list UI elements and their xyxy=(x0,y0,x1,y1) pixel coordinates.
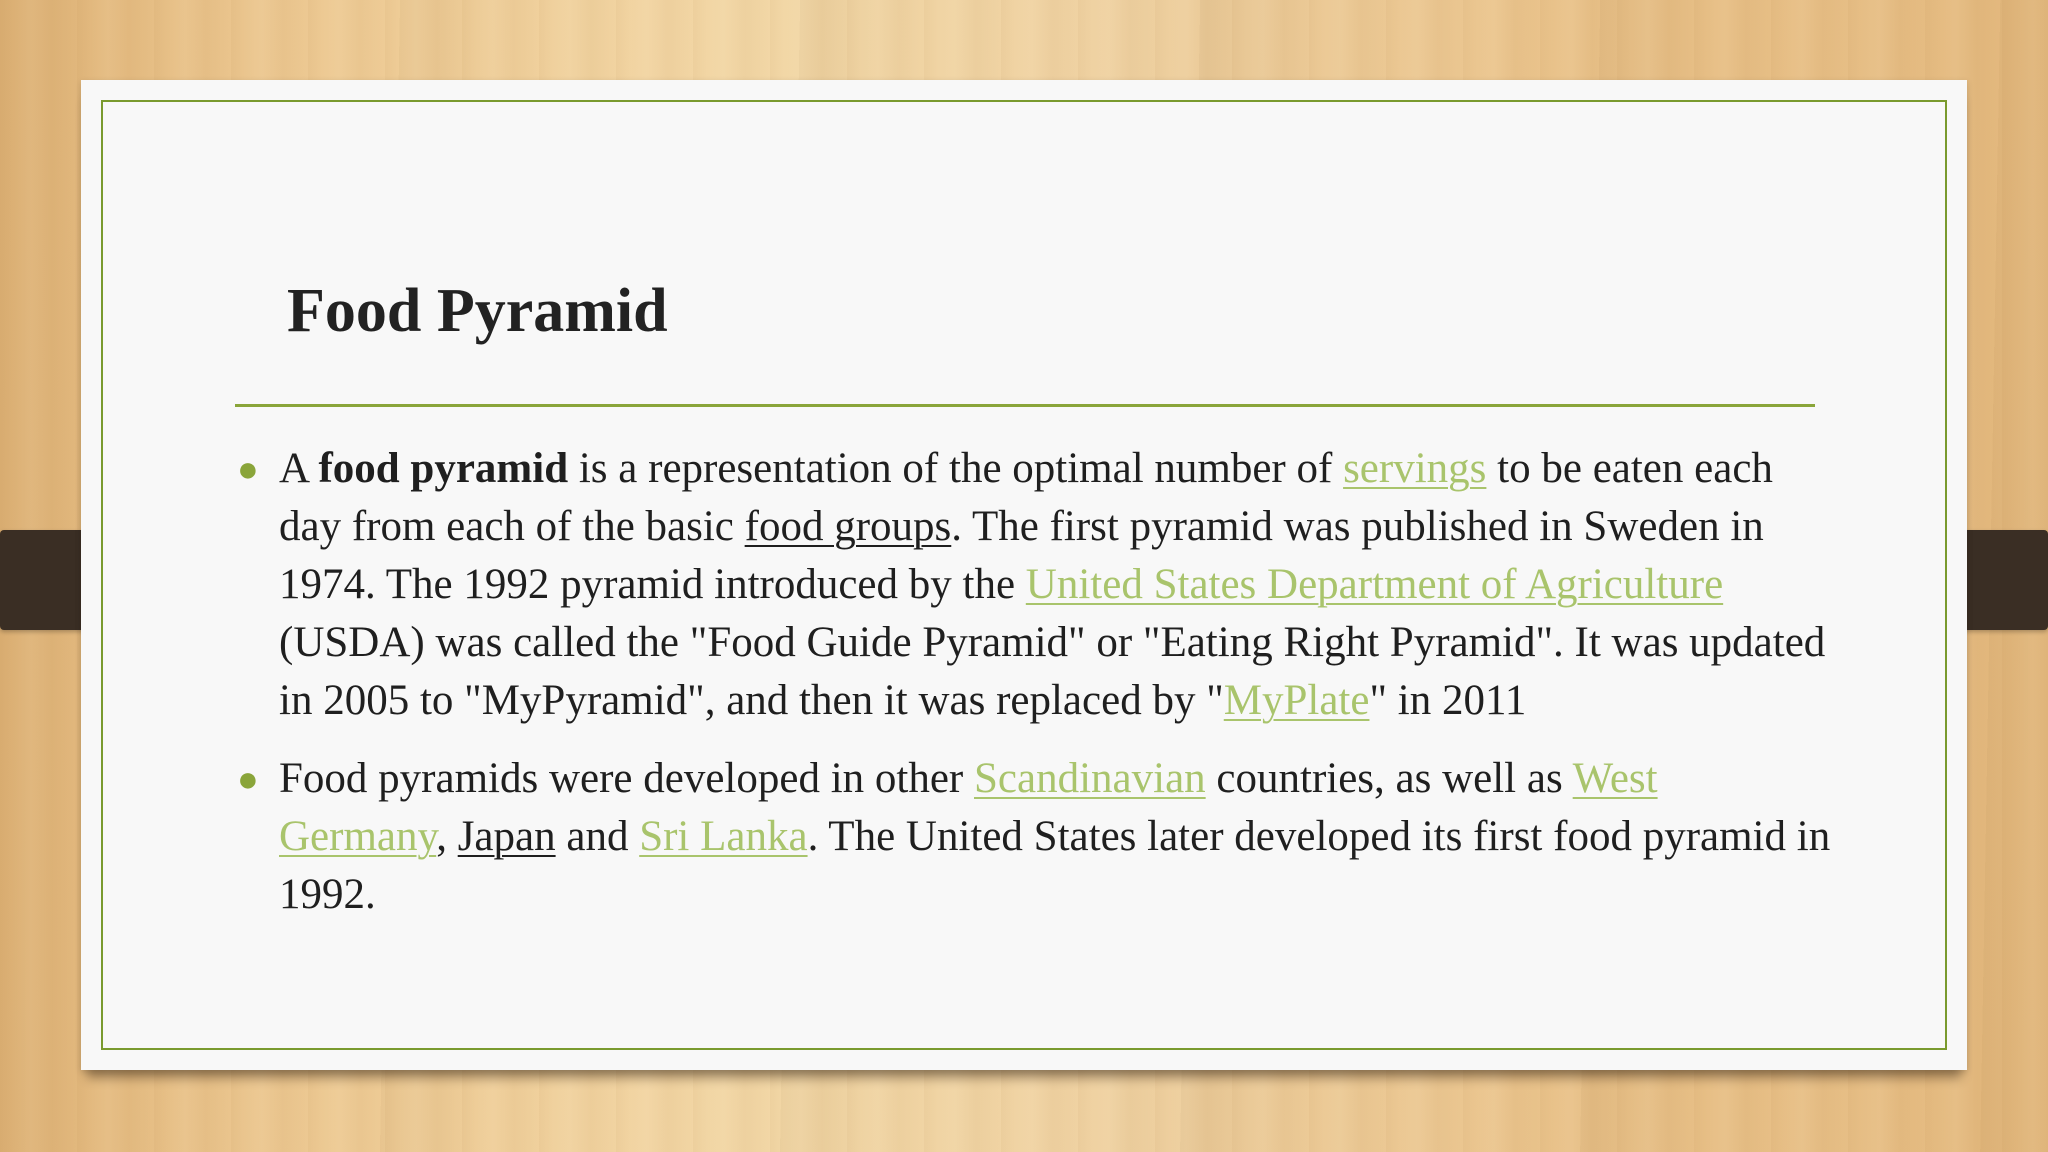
link-west-germany[interactable]: West Germany xyxy=(279,755,1658,860)
link-food-groups[interactable]: food groups xyxy=(744,503,952,550)
link-myplate[interactable]: MyPlate xyxy=(1223,677,1370,724)
bold-term: food pyramid xyxy=(318,445,569,492)
link-scandinavian[interactable]: Scandinavian xyxy=(974,755,1206,802)
link-usda[interactable]: United States Department of Agriculture xyxy=(1025,561,1724,608)
bullet-dot-icon: ● xyxy=(237,449,259,489)
text-run: is a representation of the optimal number of xyxy=(568,445,1344,492)
text-run: . The United States later developed its first food pyramid in 1992. xyxy=(279,813,1831,918)
text-run: A xyxy=(279,445,319,492)
bullet-item-2 xyxy=(235,750,1835,924)
slide-title: Food Pyramid xyxy=(287,277,668,345)
text-run: to be eaten each day from each of the basic xyxy=(279,445,1773,550)
text-run: , xyxy=(436,813,458,860)
text-run: (USDA) was called the "Food Guide Pyramid" or "Eating Right Pyramid". It was updated in 2005 to "MyPyramid", and then it was replaced by " xyxy=(279,619,1826,724)
title-divider xyxy=(235,404,1815,407)
text-run: and xyxy=(555,813,640,860)
text-run: Food pyramids were developed in other xyxy=(279,755,974,802)
bullet-item-1 xyxy=(235,440,1835,730)
bullet-list xyxy=(235,440,1835,944)
bullet-dot-icon: ● xyxy=(237,759,259,799)
text-run: countries, as well as xyxy=(1205,755,1573,802)
link-servings[interactable]: servings xyxy=(1343,445,1487,492)
text-run: . The first pyramid was published in Sweden in 1974. The 1992 pyramid introduced by the xyxy=(279,503,1764,608)
link-japan[interactable]: Japan xyxy=(457,813,556,860)
slide-card xyxy=(81,80,1967,1070)
text-run: " in 2011 xyxy=(1369,677,1527,724)
link-sri-lanka[interactable]: Sri Lanka xyxy=(639,813,808,860)
